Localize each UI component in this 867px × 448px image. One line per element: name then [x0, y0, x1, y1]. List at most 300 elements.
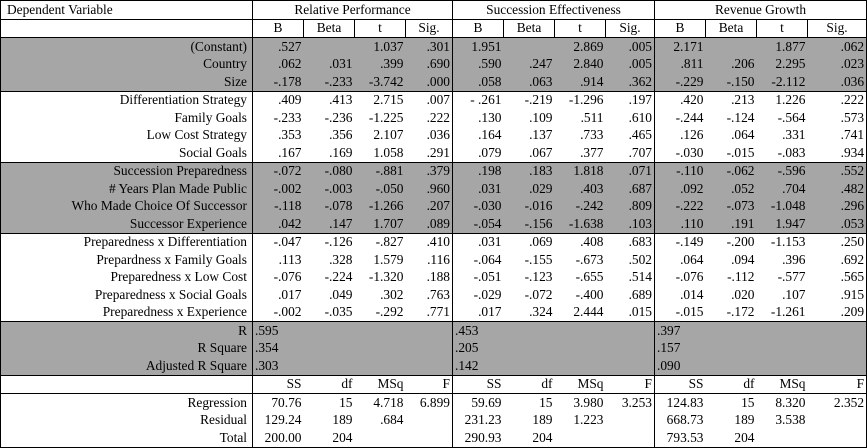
value-cell: .036: [808, 73, 867, 91]
value-cell: 4.718: [355, 394, 406, 412]
value-cell: .053: [808, 215, 867, 233]
empty-cell: [757, 357, 808, 375]
row-label: R Square: [1, 340, 253, 358]
value-cell: -.112: [727, 269, 755, 285]
row-label: Social Goals: [1, 144, 253, 162]
empty-cell: [808, 322, 867, 340]
row-label: Prepardness x Family Goals: [1, 251, 253, 269]
value-cell: 204: [706, 429, 757, 447]
value-cell: -.076: [655, 269, 706, 287]
value-cell: 124.83: [655, 394, 706, 412]
value-cell: -.224: [324, 269, 353, 285]
value-cell: 6.899: [406, 394, 453, 412]
value-cell: -.050: [355, 180, 406, 198]
value-cell: .302: [380, 286, 404, 302]
group-header: Revenue Growth: [655, 1, 867, 20]
value-cell: -.233: [253, 109, 304, 127]
value-cell: .062: [808, 38, 867, 56]
value-cell: -.126: [304, 233, 355, 251]
value-cell: 1.947: [757, 215, 808, 233]
value-cell: .069: [504, 233, 555, 251]
value-cell: -.673: [575, 251, 604, 267]
value-cell: -.236: [324, 109, 353, 125]
column-header: Beta: [706, 19, 757, 38]
value-cell: -.200: [706, 233, 757, 251]
value-cell: -.062: [706, 162, 757, 180]
value-cell: .058: [453, 73, 504, 91]
value-cell: .130: [453, 109, 504, 127]
value-cell: .552: [808, 162, 867, 180]
value-cell: 1.579: [373, 251, 404, 267]
value-cell: .015: [628, 304, 652, 320]
value-cell: .453: [453, 322, 504, 340]
empty-cell: [757, 340, 808, 358]
value-cell: .116: [427, 251, 450, 267]
column-header: B: [253, 19, 304, 38]
row-label: Adjusted R Square: [1, 357, 253, 375]
row-label: Preparedness x Differentiation: [1, 233, 253, 251]
value-cell: .191: [706, 215, 757, 233]
value-cell: .354: [253, 340, 304, 358]
coefficient-row: [1, 38, 867, 56]
anova-row: [1, 429, 867, 447]
value-cell: -.124: [726, 109, 755, 125]
value-cell: -.233: [304, 73, 355, 91]
value-cell: 1.707: [355, 215, 406, 233]
column-header: B: [655, 19, 706, 38]
empty-cell: [406, 340, 453, 358]
value-cell: .147: [304, 215, 355, 233]
column-header: F: [406, 375, 453, 394]
value-cell: 2.715: [355, 91, 406, 109]
column-header: Sig.: [808, 19, 867, 38]
value-cell: -1.153: [757, 233, 808, 251]
value-cell: -.078: [304, 198, 355, 216]
anova-row: [1, 394, 867, 412]
coefficient-row: [1, 286, 867, 304]
empty-cell: [304, 357, 355, 375]
value-cell: .399: [355, 56, 406, 74]
coefficient-row: [1, 215, 867, 233]
value-cell: .007: [406, 91, 453, 109]
empty-cell: [504, 340, 555, 358]
row-label: Succession Preparedness: [1, 162, 253, 180]
header-group-row: [1, 1, 867, 20]
value-cell: [355, 429, 406, 447]
value-cell: .014: [655, 286, 706, 304]
row-label: Who Made Choice Of Successor: [1, 198, 253, 216]
value-cell: 189: [532, 412, 553, 428]
value-cell: 2.352: [808, 394, 867, 412]
value-cell: 1.951: [453, 38, 504, 56]
value-cell: 2.107: [373, 127, 404, 143]
value-cell: .511: [580, 109, 604, 125]
value-cell: .689: [628, 286, 652, 302]
fit-row: [1, 340, 867, 358]
value-cell: .209: [808, 304, 867, 322]
value-cell: [304, 38, 355, 56]
value-cell: .169: [329, 144, 353, 160]
value-cell: .303: [253, 357, 304, 375]
value-cell: -.149: [655, 233, 706, 251]
value-cell: .005: [606, 38, 655, 56]
value-cell: .690: [406, 56, 453, 74]
empty-cell: [355, 340, 406, 358]
empty-cell: [304, 322, 355, 340]
value-cell: -2.112: [757, 73, 808, 91]
value-cell: 15: [304, 394, 355, 412]
value-cell: [706, 38, 757, 56]
value-cell: -.577: [777, 269, 806, 285]
value-cell: .420: [655, 91, 706, 109]
value-cell: -.172: [726, 304, 755, 320]
column-header: t: [757, 19, 808, 38]
column-header: df: [504, 375, 555, 394]
value-cell: .741: [808, 127, 867, 145]
row-label: Preparedness x Experience: [1, 304, 253, 322]
coefficient-row: [1, 56, 867, 74]
value-cell: .590: [453, 56, 504, 74]
value-cell: -.064: [453, 251, 504, 269]
value-cell: .771: [426, 304, 450, 320]
value-cell: 200.00: [253, 429, 304, 447]
column-header: F: [808, 375, 867, 394]
value-cell: -.242: [555, 198, 606, 216]
value-cell: 8.320: [757, 394, 808, 412]
coefficient-row: [1, 233, 867, 251]
column-header: F: [606, 375, 655, 394]
header-spacer: [1, 19, 253, 38]
value-cell: 2.444: [573, 304, 604, 320]
value-cell: -.596: [757, 162, 808, 180]
value-cell: .142: [453, 357, 504, 375]
value-cell: .079: [453, 144, 504, 162]
value-cell: .527: [253, 38, 304, 56]
value-cell: .301: [406, 38, 453, 56]
value-cell: .042: [253, 215, 304, 233]
value-cell: -1.296: [555, 91, 606, 109]
anova-header-row: [1, 375, 867, 394]
value-cell: .331: [782, 127, 806, 143]
empty-cell: [355, 357, 406, 375]
value-cell: 1.223: [573, 412, 604, 428]
value-cell: -.400: [575, 286, 604, 302]
value-cell: -.072: [253, 162, 304, 180]
coefficient-row: [1, 127, 867, 145]
value-cell: .103: [606, 215, 655, 233]
value-cell: -.655: [575, 269, 604, 285]
column-header: SS: [253, 375, 304, 394]
coefficient-row: [1, 198, 867, 216]
value-cell: .692: [808, 251, 867, 269]
row-label: # Years Plan Made Public: [1, 180, 253, 198]
value-cell: .250: [808, 233, 867, 251]
value-cell: .063: [504, 73, 555, 91]
value-cell: .029: [504, 180, 555, 198]
coefficient-row: [1, 109, 867, 127]
value-cell: .031: [453, 233, 504, 251]
value-cell: .410: [406, 233, 453, 251]
value-cell: .687: [606, 180, 655, 198]
coefficient-row: [1, 251, 867, 269]
value-cell: .222: [426, 109, 450, 125]
value-cell: .064: [731, 127, 755, 143]
value-cell: -.016: [504, 198, 555, 216]
coefficient-row: [1, 304, 867, 322]
value-cell: 231.23: [453, 412, 504, 430]
value-cell: -.015: [655, 304, 706, 322]
dependent-variable-header: Dependent Variable: [1, 1, 253, 20]
column-header: t: [555, 19, 606, 38]
empty-cell: [808, 357, 867, 375]
coefficient-header-row: [1, 19, 867, 38]
column-header: MSq: [555, 375, 606, 394]
value-cell: .126: [655, 127, 706, 145]
value-cell: .094: [731, 251, 755, 267]
value-cell: .328: [329, 251, 353, 267]
value-cell: -.072: [524, 286, 553, 302]
value-cell: 189: [734, 412, 755, 428]
empty-cell: [808, 340, 867, 358]
value-cell: [808, 412, 867, 430]
column-header: df: [304, 375, 355, 394]
empty-cell: [555, 322, 606, 340]
value-cell: .110: [655, 215, 706, 233]
row-label: Residual: [1, 412, 253, 430]
value-cell: -.110: [655, 162, 706, 180]
row-label: Country: [1, 56, 253, 74]
group-header: Succession Effectiveness: [453, 1, 655, 20]
value-cell: .157: [655, 340, 706, 358]
empty-cell: [504, 357, 555, 375]
value-cell: .362: [606, 73, 655, 91]
value-cell: .809: [606, 198, 655, 216]
fit-row: [1, 322, 867, 340]
group-header: Relative Performance: [253, 1, 453, 20]
value-cell: .324: [529, 304, 553, 320]
value-cell: .397: [655, 322, 706, 340]
value-cell: -.178: [253, 73, 304, 91]
value-cell: [606, 412, 655, 430]
value-cell: .914: [555, 73, 606, 91]
value-cell: .067: [529, 144, 553, 160]
value-cell: -.083: [777, 144, 806, 160]
column-header: SS: [655, 375, 706, 394]
row-label: Size: [1, 73, 253, 91]
empty-cell: [504, 322, 555, 340]
value-cell: .023: [808, 56, 867, 74]
value-cell: 59.69: [453, 394, 504, 412]
value-cell: .064: [655, 251, 706, 269]
value-cell: -.229: [655, 73, 706, 91]
value-cell: [808, 429, 867, 447]
empty-cell: [555, 340, 606, 358]
value-cell: .704: [757, 180, 808, 198]
column-header: SS: [453, 375, 504, 394]
value-cell: .107: [782, 286, 806, 302]
coefficient-row: [1, 162, 867, 180]
value-cell: .915: [808, 286, 867, 304]
empty-cell: [406, 322, 453, 340]
value-cell: 15: [504, 394, 555, 412]
value-cell: -.827: [355, 233, 406, 251]
value-cell: .089: [406, 215, 453, 233]
value-cell: -.156: [504, 215, 555, 233]
value-cell: 793.53: [655, 429, 706, 447]
value-cell: .408: [555, 233, 606, 251]
empty-cell: [706, 357, 757, 375]
value-cell: 1.226: [757, 91, 808, 109]
value-cell: .036: [426, 127, 450, 143]
value-cell: .137: [529, 127, 553, 143]
row-label: Preparedness x Social Goals: [1, 286, 253, 304]
value-cell: .206: [706, 56, 757, 74]
value-cell: .403: [555, 180, 606, 198]
value-cell: .247: [504, 56, 555, 74]
fit-row: [1, 357, 867, 375]
value-cell: -.029: [453, 286, 504, 304]
value-cell: 1.818: [555, 162, 606, 180]
coefficient-row: [1, 91, 867, 109]
value-cell: .198: [453, 162, 504, 180]
value-cell: [606, 429, 655, 447]
value-cell: 204: [504, 429, 555, 447]
value-cell: .188: [426, 269, 450, 285]
value-cell: 204: [304, 429, 355, 447]
value-cell: -1.320: [368, 269, 404, 285]
empty-cell: [406, 357, 453, 375]
coefficient-row: [1, 180, 867, 198]
header-spacer: [1, 375, 253, 394]
value-cell: .707: [628, 144, 652, 160]
value-cell: -1.261: [770, 304, 806, 320]
value-cell: -.054: [453, 215, 504, 233]
value-cell: .733: [580, 127, 604, 143]
value-cell: .291: [426, 144, 450, 160]
column-header: MSq: [355, 375, 406, 394]
value-cell: [406, 412, 453, 430]
value-cell: -.222: [655, 198, 706, 216]
value-cell: .049: [329, 286, 353, 302]
value-cell: .763: [426, 286, 450, 302]
value-cell: .683: [606, 233, 655, 251]
row-label: Total: [1, 429, 253, 447]
value-cell: 3.980: [555, 394, 606, 412]
value-cell: .197: [606, 91, 655, 109]
column-header: Beta: [504, 19, 555, 38]
value-cell: .573: [808, 109, 867, 127]
value-cell: .109: [529, 109, 553, 125]
value-cell: -.292: [375, 304, 404, 320]
empty-cell: [706, 322, 757, 340]
column-header: df: [706, 375, 757, 394]
value-cell: .052: [706, 180, 757, 198]
value-cell: 1.058: [373, 144, 404, 160]
value-cell: -.002: [253, 180, 304, 198]
column-header: Sig.: [606, 19, 655, 38]
value-cell: 1.877: [757, 38, 808, 56]
value-cell: .610: [628, 109, 652, 125]
value-cell: -.155: [524, 251, 553, 267]
value-cell: .356: [329, 127, 353, 143]
column-header: MSq: [757, 375, 808, 394]
value-cell: 2.840: [555, 56, 606, 74]
value-cell: -1.048: [757, 198, 808, 216]
value-cell: .565: [808, 269, 867, 287]
value-cell: 1.037: [355, 38, 406, 56]
empty-cell: [757, 322, 808, 340]
empty-cell: [606, 357, 655, 375]
value-cell: .377: [580, 144, 604, 160]
row-label: Successor Experience: [1, 215, 253, 233]
value-cell: .502: [628, 251, 652, 267]
value-cell: -.881: [355, 162, 406, 180]
value-cell: .092: [655, 180, 706, 198]
value-cell: .222: [808, 91, 867, 109]
value-cell: 668.73: [655, 412, 706, 430]
value-cell: .684: [380, 412, 404, 428]
value-cell: .413: [304, 91, 355, 109]
row-label: R: [1, 322, 253, 340]
value-cell: .113: [253, 251, 304, 269]
value-cell: -.015: [726, 144, 755, 160]
anova-row: [1, 412, 867, 430]
value-cell: .031: [304, 56, 355, 74]
value-cell: .017: [453, 304, 504, 322]
value-cell: .207: [406, 198, 453, 216]
value-cell: .595: [253, 322, 304, 340]
value-cell: 129.24: [253, 412, 304, 430]
value-cell: -1.638: [555, 215, 606, 233]
value-cell: -.123: [524, 269, 553, 285]
value-cell: -.002: [253, 304, 304, 322]
value-cell: .164: [453, 127, 504, 145]
coefficient-row: [1, 144, 867, 162]
value-cell: .062: [253, 56, 304, 74]
empty-cell: [304, 340, 355, 358]
value-cell: [406, 429, 453, 447]
column-header: Sig.: [406, 19, 453, 38]
value-cell: 189: [332, 412, 353, 428]
value-cell: .213: [706, 91, 757, 109]
coefficient-row: [1, 73, 867, 91]
value-cell: .031: [453, 180, 504, 198]
coefficient-row: [1, 269, 867, 287]
value-cell: -.051: [453, 269, 504, 287]
value-cell: .960: [406, 180, 453, 198]
value-cell: [504, 38, 555, 56]
value-cell: -3.742: [355, 73, 406, 91]
value-cell: [555, 429, 606, 447]
empty-cell: [355, 322, 406, 340]
empty-cell: [706, 340, 757, 358]
value-cell: -.219: [504, 91, 555, 109]
value-cell: 3.538: [775, 412, 806, 428]
value-cell: [757, 429, 808, 447]
value-cell: 2.869: [555, 38, 606, 56]
value-cell: .296: [808, 198, 867, 216]
value-cell: -.076: [253, 269, 304, 287]
value-cell: .396: [782, 251, 806, 267]
value-cell: .167: [253, 144, 304, 162]
value-cell: - .261: [453, 91, 504, 109]
value-cell: -1.266: [355, 198, 406, 216]
value-cell: -.080: [304, 162, 355, 180]
empty-cell: [555, 357, 606, 375]
value-cell: -.150: [706, 73, 757, 91]
column-header: t: [355, 19, 406, 38]
value-cell: -.035: [324, 304, 353, 320]
